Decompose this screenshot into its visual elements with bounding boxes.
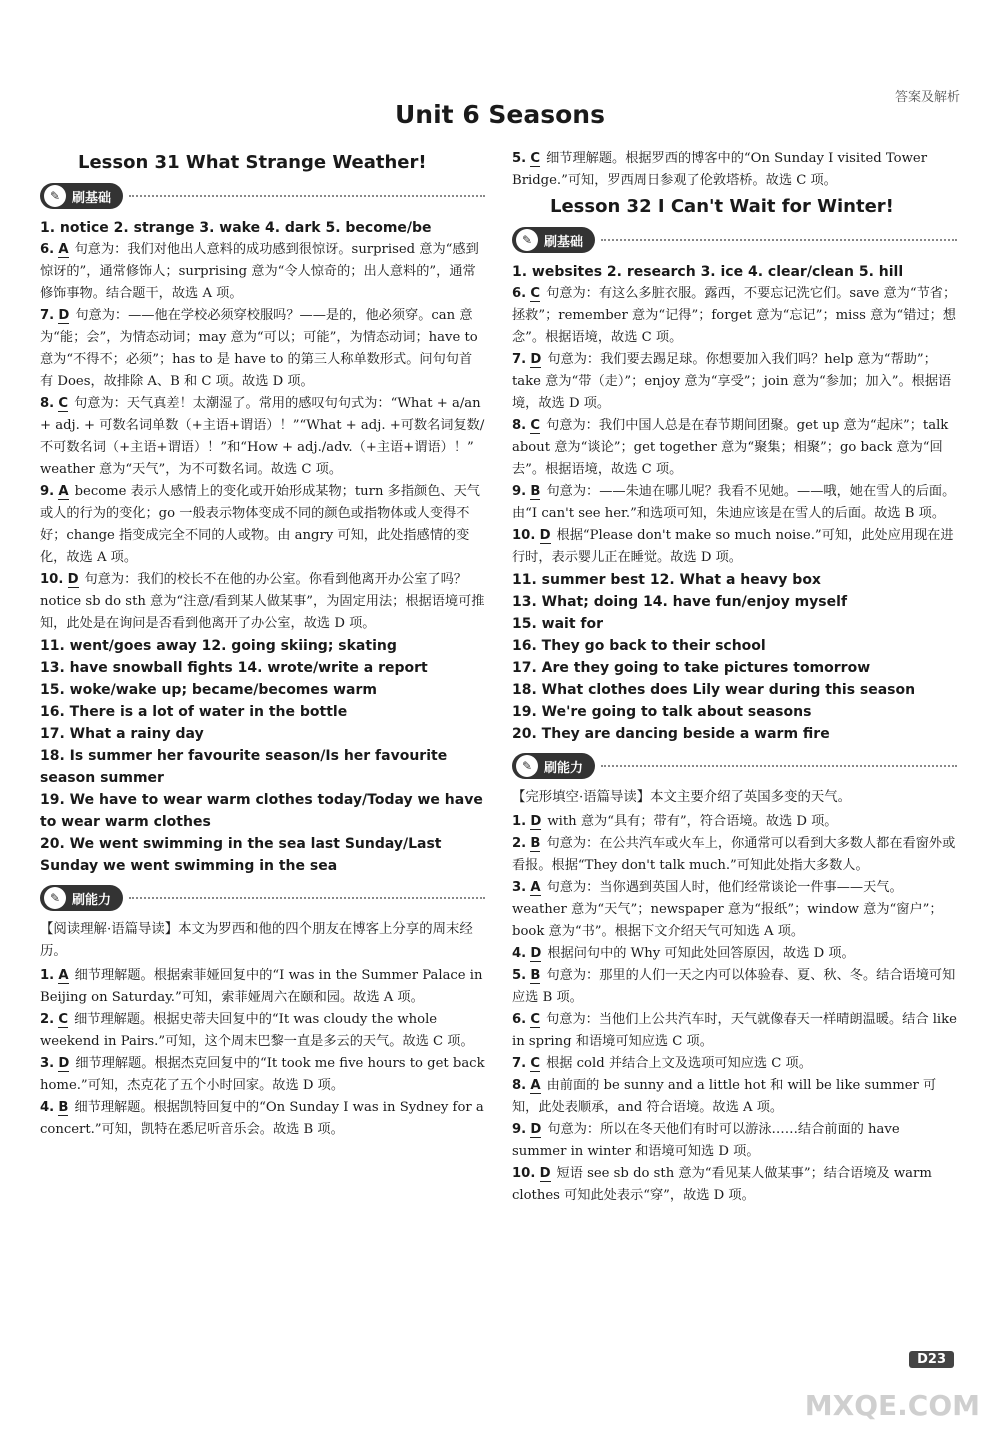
cloze-item: 3. A 句意为：当你遇到英国人时，他们经常谈论一件事——天气。weather 意为“天气”；newspaper 意为“报纸”；window 意为“窗户”；book 意为“书”。根据下文介绍天气可知选 A 项。 [512,880,943,939]
badge-label: 刷能力 [72,892,112,908]
reading-item: 5. C 细节理解题。根据罗西的博客中的“On Sunday I visited Tower Bridge.”可知，罗西周日参观了伦敦塔桥。故选 C 项。 [512,151,927,188]
cloze-item: 8. A 由前面的 be sunny and a little hot 和 will be like summer 可知，此处表顺承，and 符合语境。故选 A 项。 [512,1078,937,1115]
fill-answer: 17. What a rainy day [40,726,204,742]
fill-answer: 11. summer best 12. What a heavy box [512,572,821,588]
answer-line-1-5: 1. websites 2. research 3. ice 4. clear/clean 5. hill [512,264,904,280]
watermark: MXQE.COM [804,1389,980,1422]
question-item: 9. B 句意为：——朱迪在哪儿呢？我看不见她。——哦，她在雪人的后面。由“I can't see her.”和选项可知，朱迪应该是在雪人的后面。故选 B 项。 [512,484,956,521]
fill-answer: 19. We have to wear warm clothes today/Today we have to wear warm clothes [40,792,483,830]
cloze-item: 5. B 句意为：那里的人们一天之内可以体验春、夏、秋、冬。结合语境可知应选 B 项。 [512,968,956,1005]
cloze-intro: 【完形填空·语篇导读】本文主要介绍了英国多变的天气。 [512,790,852,805]
cloze-item: 4. D 根据问句中的 Why 可知此处回答原因，故选 D 项。 [512,946,855,961]
question-item: 6. A 句意为：我们对他出人意料的成功感到很惊讶。surprised 意为“感到惊讶的”，通常修饰人；surprising 意为“令人惊奇的；出人意料的”，通常修饰事物。结合题干，故选 A 项。 [40,242,479,301]
question-item: 6. C 句意为：有这么多脏衣服。露西，不要忘记洗它们。save 意为“节省；拯救”；remember 意为“记得”；forget 意为“忘记”；miss 意为“错过；想念”。根据语境，故选 C 项。 [512,286,957,345]
pen-icon: ✎ [516,755,538,777]
header-tag: 答案及解析 [894,90,960,105]
basic-section-header [512,225,957,255]
divider [129,195,485,197]
ability-badge [512,753,595,779]
cloze-item: 2. B 句意为：在公共汽车或火车上，你通常可以看到大多数人都在看窗外或看报。根据“They don't talk much.”可知此处指大多数人。 [512,836,956,873]
basic-badge [40,183,123,209]
pen-icon: ✎ [44,185,66,207]
pen-icon: ✎ [44,887,66,909]
reading-item: 4. B 细节理解题。根据凯特回复中的“On Sunday I was in Sydney for a concert.”可知，凯特在悉尼听音乐会。故选 B 项。 [40,1100,484,1137]
basic-badge [512,227,595,253]
fill-answer: 11. went/goes away 12. going skiing; skating [40,638,397,654]
cloze-item: 7. C 根据 cold 并结合上文及选项可知应选 C 项。 [512,1056,812,1071]
badge-label: 刷能力 [544,760,584,776]
question-item: 10. D 句意为：我们的校长不在他的办公室。你看到他离开办公室了吗？notice sb do sth 意为“注意/看到某人做某事”，为固定用法；根据语境可推知，此处是在询问是否看到他离开了办公室，故选 D 项。 [40,572,485,631]
ability-section-header [512,751,957,781]
ability-section-header [40,883,485,913]
basic-section-header [40,181,485,211]
question-item: 7. D 句意为：——他在学校必须穿校服吗？——是的，他必须穿。can 意为“能；会”，为情态动词；may 意为“可以；可能”，为情态动词；have to 意为“不得不；必须”；has to 是 have to 的第三人称单数形式。问句句首有 Does，故排除 A、B 和 C 项。故选 D 项。 [40,308,478,389]
badge-label: 刷基础 [72,190,112,206]
answer-line-1-5: 1. notice 2. strange 3. wake 4. dark 5. become/be [40,220,432,236]
left-column [40,148,485,1141]
fill-answer: 20. We went swimming in the sea last Sunday/Last Sunday we went swimming in the sea [40,836,442,874]
cloze-item: 9. D 句意为：所以在冬天他们有时可以游泳……结合前面的 have summer in winter 和语境可知选 D 项。 [512,1122,900,1159]
divider [601,239,957,241]
fill-answer: 15. wait for [512,616,604,632]
badge-label: 刷基础 [544,234,584,250]
fill-answer: 16. They go back to their school [512,638,766,654]
fill-answer: 13. have snowball fights 14. wrote/write a report [40,660,428,676]
question-item: 10. D 根据“Please don't make so much noise.”可知，此处应用现在进行时，表示婴儿正在睡觉。故选 D 项。 [512,528,954,565]
pen-icon: ✎ [516,229,538,251]
reading-item: 3. D 细节理解题。根据杰克回复中的“It took me five hours to get back home.”可知，杰克花了五个小时回家。故选 D 项。 [40,1056,485,1093]
question-item: 8. C 句意为：我们中国人总是在春节期间团聚。get up 意为“起床”；talk about 意为“谈论”；get together 意为“聚集；相聚”；go back 意为“回去”。根据语境，故选 C 项。 [512,418,949,477]
ability-badge [40,885,123,911]
question-item: 9. A become 表示人感情上的变化或开始形成某物；turn 多指颜色、天气或人的行为的变化；go 一般表示物体变成不同的颜色或指物体或人变得不好；change 指变成完全不同的人或物。由 angry 可知，此处指感情的变化，故选 A 项。 [40,484,480,565]
fill-answer: 20. They are dancing beside a warm fire [512,726,830,742]
reading-item: 1. A 细节理解题。根据索菲娅回复中的“I was in the Summer Palace in Beijing on Saturday.”可知，索菲娅周六在颐和园。故选 A 项。 [40,968,483,1005]
divider [129,897,485,899]
fill-answer: 19. We're going to talk about seasons [512,704,812,720]
reading-item: 2. C 细节理解题。根据史蒂夫回复中的“It was cloudy the whole weekend in Pairs.”可知，这个周末巴黎一直是多云的天气。故选 C 项。 [40,1012,474,1049]
reading-intro: 【阅读理解·语篇导读】本文为罗西和他的四个朋友在博客上分享的周末经历。 [40,922,473,959]
fill-answer: 15. woke/wake up; became/becomes warm [40,682,377,698]
fill-answer: 18. What clothes does Lily wear during this season [512,682,916,698]
cloze-item: 6. C 句意为：当他们上公共汽车时，天气就像春天一样晴朗温暖。结合 like in spring 和语境可知应选 C 项。 [512,1012,957,1049]
cloze-item: 10. D 短语 see sb do sth 意为“看见某人做某事”；结合语境及 warm clothes 可知此处表示“穿”，故选 D 项。 [512,1166,932,1203]
lesson-31-title: Lesson 31 What Strange Weather! [78,152,427,173]
question-item: 8. C 句意为：天气真差！太潮湿了。常用的感叹句句式为：“What + a/an + adj. + 可数名词单数（+主语+谓语）！”“What + adj. +可数名词复数/不可数名词（+主语+谓语）！”和“How + adj./adv.（+主语+谓语）！” weather 意为“天气”，为不可数名词。故选 C 项。 [40,396,485,477]
unit-title: Unit 6 Seasons [395,100,605,129]
divider [601,765,957,767]
cloze-item: 1. D with 意为“具有；带有”，符合语境。故选 D 项。 [512,814,838,829]
question-item: 7. D 句意为：我们要去踢足球。你想要加入我们吗？help 意为“帮助”；take 意为“带（走）”；enjoy 意为“享受”；join 意为“参加；加入”。根据语境，故选 D 项。 [512,352,952,411]
fill-answer: 18. Is summer her favourite season/Is her favourite season summer [40,748,448,786]
fill-answer: 16. There is a lot of water in the bottle [40,704,348,720]
fill-answer: 17. Are they going to take pictures tomorrow [512,660,871,676]
page-number: D23 [909,1351,954,1368]
fill-answer: 13. What; doing 14. have fun/enjoy myself [512,594,848,610]
right-column [512,148,957,1207]
lesson-32-title: Lesson 32 I Can't Wait for Winter! [550,196,894,217]
